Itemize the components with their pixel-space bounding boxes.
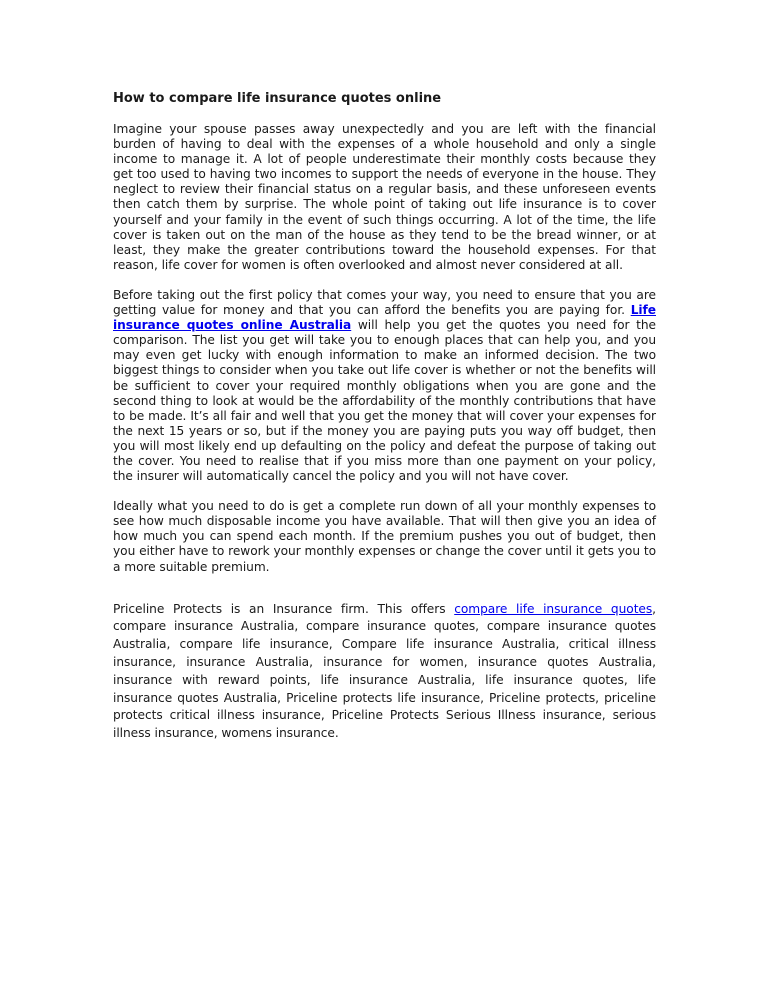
paragraph-comparison-text-start: Before taking out the first policy that comes your way, you need to ensure that you are getting value for money and that you can afford the benefits you are paying for.: [113, 287, 656, 318]
life-insurance-quotes-link[interactable]: Life insurance quotes online Australia: [113, 303, 656, 333]
paragraph-comparison-text-end: will help you get the quotes you need for the comparison. The list you get will take you to enough places that can help you, and you may even get lucky with enough information to make an informed decision. The two biggest things to consider when you take out life cover is whether or not the benefits will be sufficient to cover your required monthly obligations when you are gone and the second thing to look at would be the affordability of the monthly contributions that have to be made. It’s all fair and well that you get the money that will cover your expenses for the next 15 years or so, but if the money you are paying puts you way off budget, then you will most likely end up defaulting on the policy and defeat the purpose of taking out the cover. You need to realise that if you miss more than one payment on your policy, the insurer will automatically cancel the policy and you will not have cover.: [113, 318, 656, 484]
document-page: [113, 90, 656, 758]
page-title: How to compare life insurance quotes online: [113, 91, 442, 106]
paragraph-intro: Imagine your spouse passes away unexpectedly and you are left with the financial burden of having to deal with the expenses of a whole household and only a single income to manage it. A lot of people underestimate their monthly costs because they get too used to having two incomes to support the needs of everyone in the house. They neglect to review their financial status on a regular basis, and these unforeseen events then catch them by surprise. The whole point of taking out life insurance is to cover yourself and your family in the event of such things occurring. A lot of the time, the life cover is taken out on the man of the house as they tend to be the bread winner, or at least, they make the greater contributions toward the household expenses. For that reason, life cover for women is often overlooked and almost never considered at all.: [113, 122, 656, 272]
paragraph-keywords-text-end: , compare insurance Australia, compare insurance quotes, compare insurance quotes Australia, compare life insurance, Compare life insurance Australia, critical illness insurance, insurance Australia, insurance for women, insurance quotes Australia, insurance with reward points, life insurance Australia, life insurance quotes, life insurance quotes Australia, Priceline protects life insurance, Priceline protects, priceline protects critical illness insurance, Priceline Protects Serious Illness insurance, serious illness insurance, womens insurance.: [113, 601, 656, 741]
paragraph-keywords-text-start: Priceline Protects is an Insurance firm. This offers: [113, 601, 455, 616]
compare-life-insurance-quotes-link[interactable]: compare life insurance quotes: [454, 601, 653, 616]
paragraph-budget: Ideally what you need to do is get a complete run down of all your monthly expenses to see how much disposable income you have available. That will then give you an idea of how much you can spend each month. If the premium pushes you out of budget, then you either have to rework your monthly expenses or change the cover until it gets you to a more suitable premium.: [113, 499, 656, 574]
paragraph-comparison: [113, 288, 656, 484]
paragraph-keywords: [113, 601, 656, 743]
